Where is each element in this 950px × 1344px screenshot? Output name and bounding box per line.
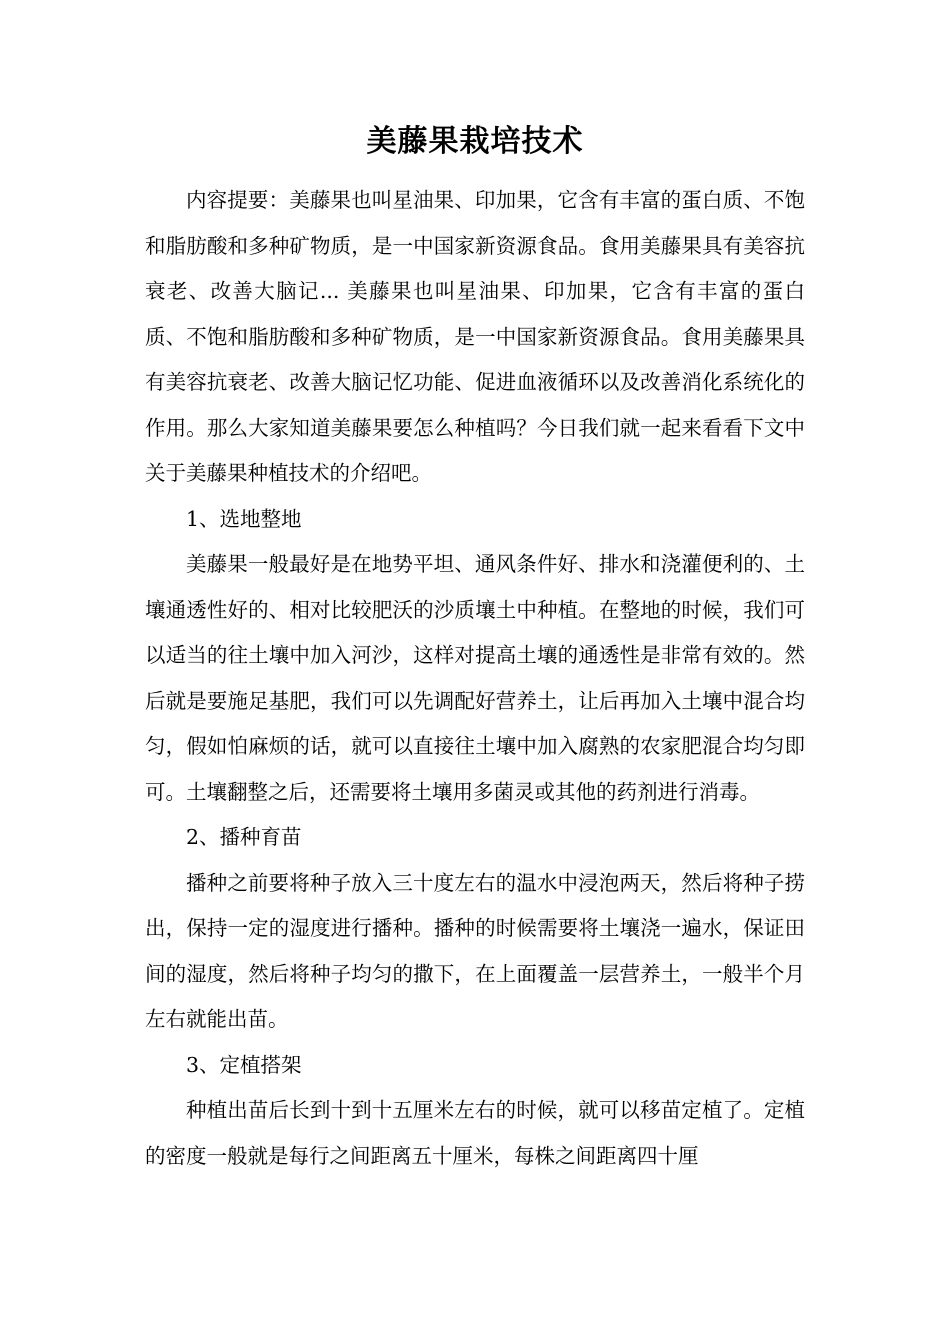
section-heading-2: 2、播种育苗 [186,825,302,849]
section-body-2: 播种之前要将种子放入三十度左右的温水中浸泡两天，然后将种子捞出，保持一定的湿度进行播种。播种的时候需要将土壤浇一遍水，保证田间的湿度，然后将种子均匀的撒下，在上面覆盖一层营养土，一般半个月左右就能出苗。 [145,870,805,1031]
intro-paragraph: 内容提要：美藤果也叫星油果、印加果，它含有丰富的蛋白质、不饱和脂肪酸和多种矿物质，是一中国家新资源食品。食用美藤果具有美容抗衰老、改善大脑记... 美藤果也叫星油果、印加果，它含有丰富的蛋白质、不饱和脂肪酸和多种矿物质，是一中国家新资源食品。食用美藤果具有美容抗衰老、改善大脑记忆功能、促进血液循环以及改善消化系统化的作用。那么大家知道美藤果要怎么种植吗？今日我们就一起来看看下文中关于美藤果种植技术的介绍吧。 [145,188,805,485]
section-heading-1: 1、选地整地 [186,506,302,531]
section-body-1: 美藤果一般最好是在地势平坦、通风条件好、排水和浇灌便利的、土壤通透性好的、相对比较肥沃的沙质壤土中种植。在整地的时候，我们可以适当的往土壤中加入河沙，这样对提高土壤的通透性是非常有效的。然后就是要施足基肥，我们可以先调配好营养土，让后再加入土壤中混合均匀，假如怕麻烦的话，就可以直接往土壤中加入腐熟的农家肥混合均匀即可。土壤翻整之后，还需要将土壤用多菌灵或其他的药剂进行消毒。 [145,552,805,804]
document-title: 美藤果栽培技术 [366,124,584,159]
section-body-3: 种植出苗后长到十到十五厘米左右的时候，就可以移苗定植了。定植的密度一般就是每行之间距离五十厘米，每株之间距离四十厘 [145,1098,805,1168]
section-heading-3: 3、定植搭架 [186,1052,302,1077]
document-page [145,118,805,1179]
